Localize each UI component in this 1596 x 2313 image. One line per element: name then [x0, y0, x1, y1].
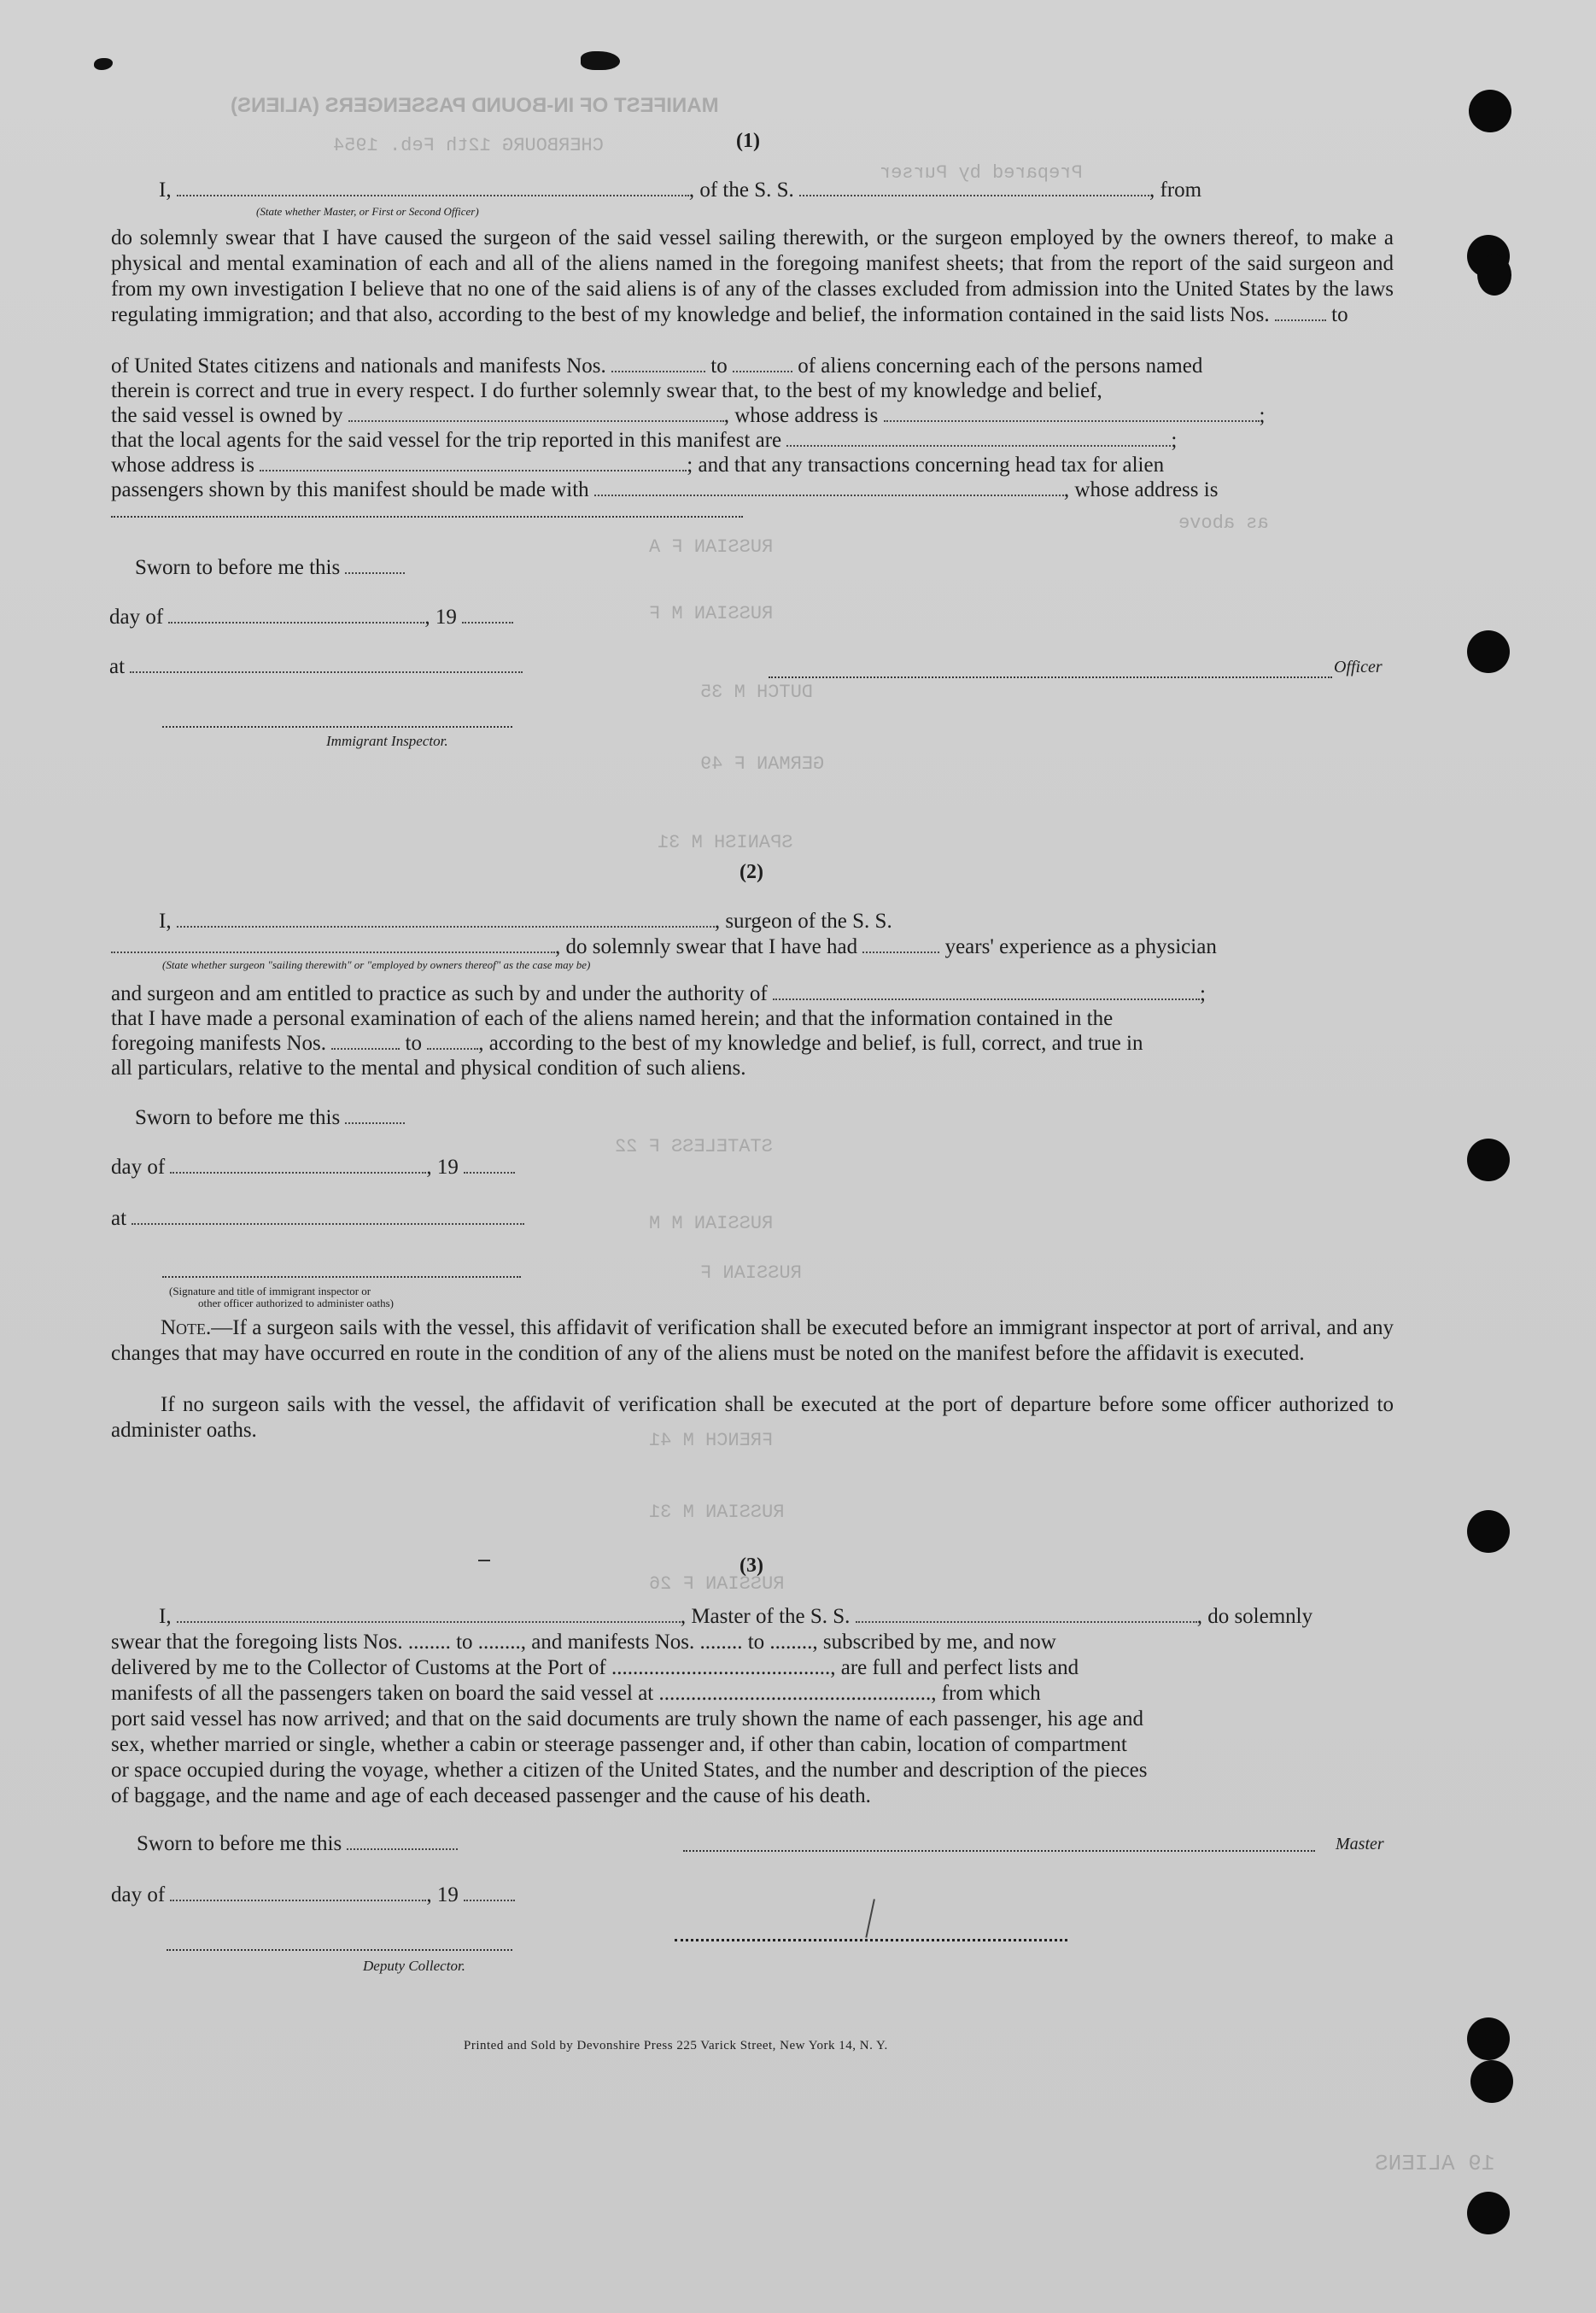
signature-note-1: (Signature and title of immigrant inspector or	[169, 1285, 371, 1297]
sworn-day-blank	[345, 555, 405, 574]
manifests-to-blank	[427, 1031, 478, 1050]
corner-mark	[581, 51, 620, 70]
corner-mark	[94, 58, 113, 70]
section-2-manifests-line: foregoing manifests Nos. to , according to the best of my knowledge and belief, is full, correct, and true in	[111, 1032, 1143, 1055]
section-1-number: (1)	[736, 130, 760, 152]
examiner-signature-blank	[162, 1276, 521, 1278]
section-3-para-line: delivered by me to the Collector of Customs at the Port of ........................................., are full and perfect lists and	[111, 1656, 1079, 1679]
binder-hole	[1477, 255, 1511, 296]
bleed-through-line: SPANISH M 31	[658, 832, 793, 853]
bleed-through-line: RUSSIAN F	[700, 1262, 802, 1284]
section-3-para-line: or space occupied during the voyage, whether a citizen of the United States, and the number and description of the pieces	[111, 1759, 1148, 1782]
month-blank-3	[170, 1883, 426, 1901]
list-from-blank	[1275, 302, 1326, 321]
section-2-number: (2)	[740, 861, 763, 883]
bleed-through-line: RUSSIAN F A	[649, 536, 774, 558]
agents-address-blank	[260, 453, 687, 471]
section-2-at: at	[111, 1206, 524, 1232]
deputy-collector-signature-blank	[167, 1949, 512, 1951]
year-blank-3	[464, 1883, 515, 1901]
surgeon-state-note: (State whether surgeon "sailing therewith" or "employed by owners thereof" as the case may be)	[162, 958, 591, 971]
section-1-citizens-line: of United States citizens and nationals and manifests Nos. to of aliens concerning each of the persons named	[111, 354, 1203, 378]
bleed-through-line: FRENCH M 41	[649, 1430, 774, 1451]
inspector-signature-blank	[162, 726, 512, 728]
manifest-from-blank	[611, 354, 705, 372]
bleed-through-line: RUSSIAN M F	[649, 603, 774, 624]
master-label: Master	[1336, 1835, 1384, 1853]
bleed-through-line: RUSSIAN F 26	[649, 1573, 785, 1595]
handwritten-signature-stroke	[865, 1899, 883, 1939]
head-tax-party-blank	[594, 477, 1064, 496]
section-1-address-line: whose address is ; and that any transactions concerning head tax for alien	[111, 454, 1165, 477]
binder-hole	[1467, 2017, 1510, 2060]
section-3-para-line: manifests of all the passengers taken on board the said vessel at ..................................................., from which	[111, 1682, 1041, 1705]
bleed-through-line: GERMAN F 49	[700, 753, 825, 775]
section-3-para-line: swear that the foregoing lists Nos. ........ to ........, and manifests Nos. ........ to ........, subscribed by me, and now	[111, 1631, 1056, 1654]
owner-address-blank	[884, 403, 1260, 422]
sworn-day-blank-2	[345, 1105, 405, 1124]
agents-blank	[786, 428, 1171, 447]
binder-hole	[1467, 1139, 1510, 1181]
bleed-through-line: STATELESS F 22	[615, 1136, 773, 1157]
section-3-number: (3)	[740, 1555, 763, 1577]
dash-mark	[478, 1560, 490, 1561]
year-blank	[462, 605, 513, 624]
section-1-sworn: Sworn to before me this	[135, 555, 405, 581]
head-tax-address-blank	[111, 516, 743, 518]
section-3-para-line: port said vessel has now arrived; and that on the said documents are truly shown the name of each passenger, his age and	[111, 1707, 1144, 1730]
section-2-day-of: day of , 19	[111, 1155, 515, 1180]
section-2-authority-line: and surgeon and am entitled to practice as such by and under the authority of ;	[111, 982, 1206, 1005]
section-1-passengers-line: passengers shown by this manifest should be made with , whose address is	[111, 478, 1219, 501]
years-blank	[862, 934, 939, 953]
section-2-sworn: Sworn to before me this	[135, 1105, 405, 1131]
note-paragraph-2: If no surgeon sails with the vessel, the affidavit of verification shall be executed at the port of departure before some officer authorized to administer oaths.	[111, 1393, 1394, 1442]
surgeon-name-blank	[177, 909, 715, 928]
section-3-first-line: I, , Master of the S. S. , do solemnly	[159, 1605, 1313, 1628]
section-1-agents-line: that the local agents for the said vessel for the trip reported in this manifest are ;	[111, 429, 1178, 452]
section-1-owned-line: the said vessel is owned by , whose address is ;	[111, 404, 1266, 427]
month-blank-2	[170, 1155, 426, 1174]
bleed-through-line: RUSSIAN M M	[649, 1213, 774, 1234]
owner-blank	[348, 403, 724, 422]
section-2-particulars-line: all particulars, relative to the mental and physical condition of such aliens.	[111, 1057, 746, 1080]
bleed-through-line: RUSSIAN M 31	[649, 1502, 785, 1523]
section-2-second-line: , do solemnly swear that I have had years' experience as a physician	[111, 934, 1217, 960]
bleed-through-title: MANIFEST OF IN-BOUND PASSENGERS (ALIENS)	[231, 94, 719, 117]
note-paragraph-1: Note.—If a surgeon sails with the vessel, this affidavit of verification shall be executed before an immigrant inspector at port of arrival, and any changes that may have occurred en route in the condition of any of the aliens must be noted on the manifest before the affidavit is executed.	[111, 1316, 1394, 1365]
bleed-through-line: 19 ALIENS	[1375, 2151, 1495, 2176]
binder-hole	[1470, 2060, 1513, 2103]
of-the-ss-label: , of the S. S.	[688, 179, 794, 202]
manifest-to-blank	[733, 354, 792, 372]
signature-dots	[675, 1939, 1067, 1941]
bleed-through-line: Prepared by Purser	[880, 162, 1083, 184]
from-label: , from	[1149, 179, 1202, 202]
intro-i: I,	[159, 179, 172, 202]
immigrant-inspector-label: Immigrant Inspector.	[326, 733, 448, 749]
manifests-from-blank	[331, 1031, 400, 1050]
place-blank-2	[132, 1206, 524, 1225]
deputy-collector-label: Deputy Collector.	[363, 1958, 465, 1974]
binder-hole	[1469, 90, 1511, 132]
officer-signature-blank	[769, 676, 1332, 678]
binder-hole	[1467, 1510, 1510, 1553]
bleed-through-line: as above	[1178, 512, 1269, 534]
section-1-day-of: day of , 19	[109, 605, 513, 630]
ship-name-blank	[799, 178, 1149, 196]
bleed-through-line: DUTCH M 35	[700, 682, 814, 703]
section-2-exam-line: that I have made a personal examination of each of the aliens named herein; and that the information contained in the	[111, 1007, 1114, 1030]
binder-hole	[1467, 630, 1510, 673]
ship-name-blank-2	[111, 934, 555, 953]
bleed-through-subtitle: CHERBOURG 12th Feb. 1954	[333, 135, 604, 156]
signature-note-2: other officer authorized to administer oaths)	[198, 1297, 394, 1309]
section-2-first-line: I, , surgeon of the S. S.	[159, 910, 892, 933]
month-blank	[168, 605, 424, 624]
note-label: Note.	[161, 1316, 212, 1339]
sworn-day-blank-3	[347, 1831, 458, 1850]
state-whether-note: (State whether Master, or First or Second Officer)	[256, 205, 479, 218]
master-name-blank	[177, 1604, 681, 1623]
ship-name-blank-3	[856, 1604, 1197, 1623]
section-3-para-line: of baggage, and the name and age of each deceased passenger and the cause of his death.	[111, 1784, 871, 1807]
section-1-first-line	[159, 178, 1201, 203]
section-1-at: at	[109, 654, 523, 680]
officer-label: Officer	[1334, 658, 1383, 676]
section-1-therein-line: therein is correct and true in every respect. I do further solemnly swear that, to the best of my knowledge and belief,	[111, 379, 1102, 402]
section-1-body: do solemnly swear that I have caused the surgeon of the said vessel sailing therewith, or the surgeon employed by the owners thereof, to make a physical and mental examination of each and all of the aliens named in the foregoing manifest sheets; that from the report of the said surgeon and from my own investigation I believe that no one of the said aliens is of any of the classes excluded from admission into the United States by the laws regulating immigration; and that also, according to the best of my knowledge and belief, the information contained in the said lists Nos. to	[111, 226, 1394, 326]
master-signature-blank	[683, 1850, 1315, 1852]
place-blank	[130, 654, 523, 673]
year-blank-2	[464, 1155, 515, 1174]
section-3-para-line: sex, whether married or single, whether a cabin or steerage passenger and, if other than cabin, location of compartment	[111, 1733, 1127, 1756]
section-3-day-of: day of , 19	[111, 1883, 515, 1908]
authority-blank	[773, 981, 1200, 1000]
binder-hole	[1467, 2192, 1510, 2234]
printer-footer: Printed and Sold by Devonshire Press 225 Varick Street, New York 14, N. Y.	[464, 2039, 888, 2052]
section-3-sworn: Sworn to before me this	[137, 1831, 458, 1857]
officer-name-blank	[177, 178, 689, 196]
